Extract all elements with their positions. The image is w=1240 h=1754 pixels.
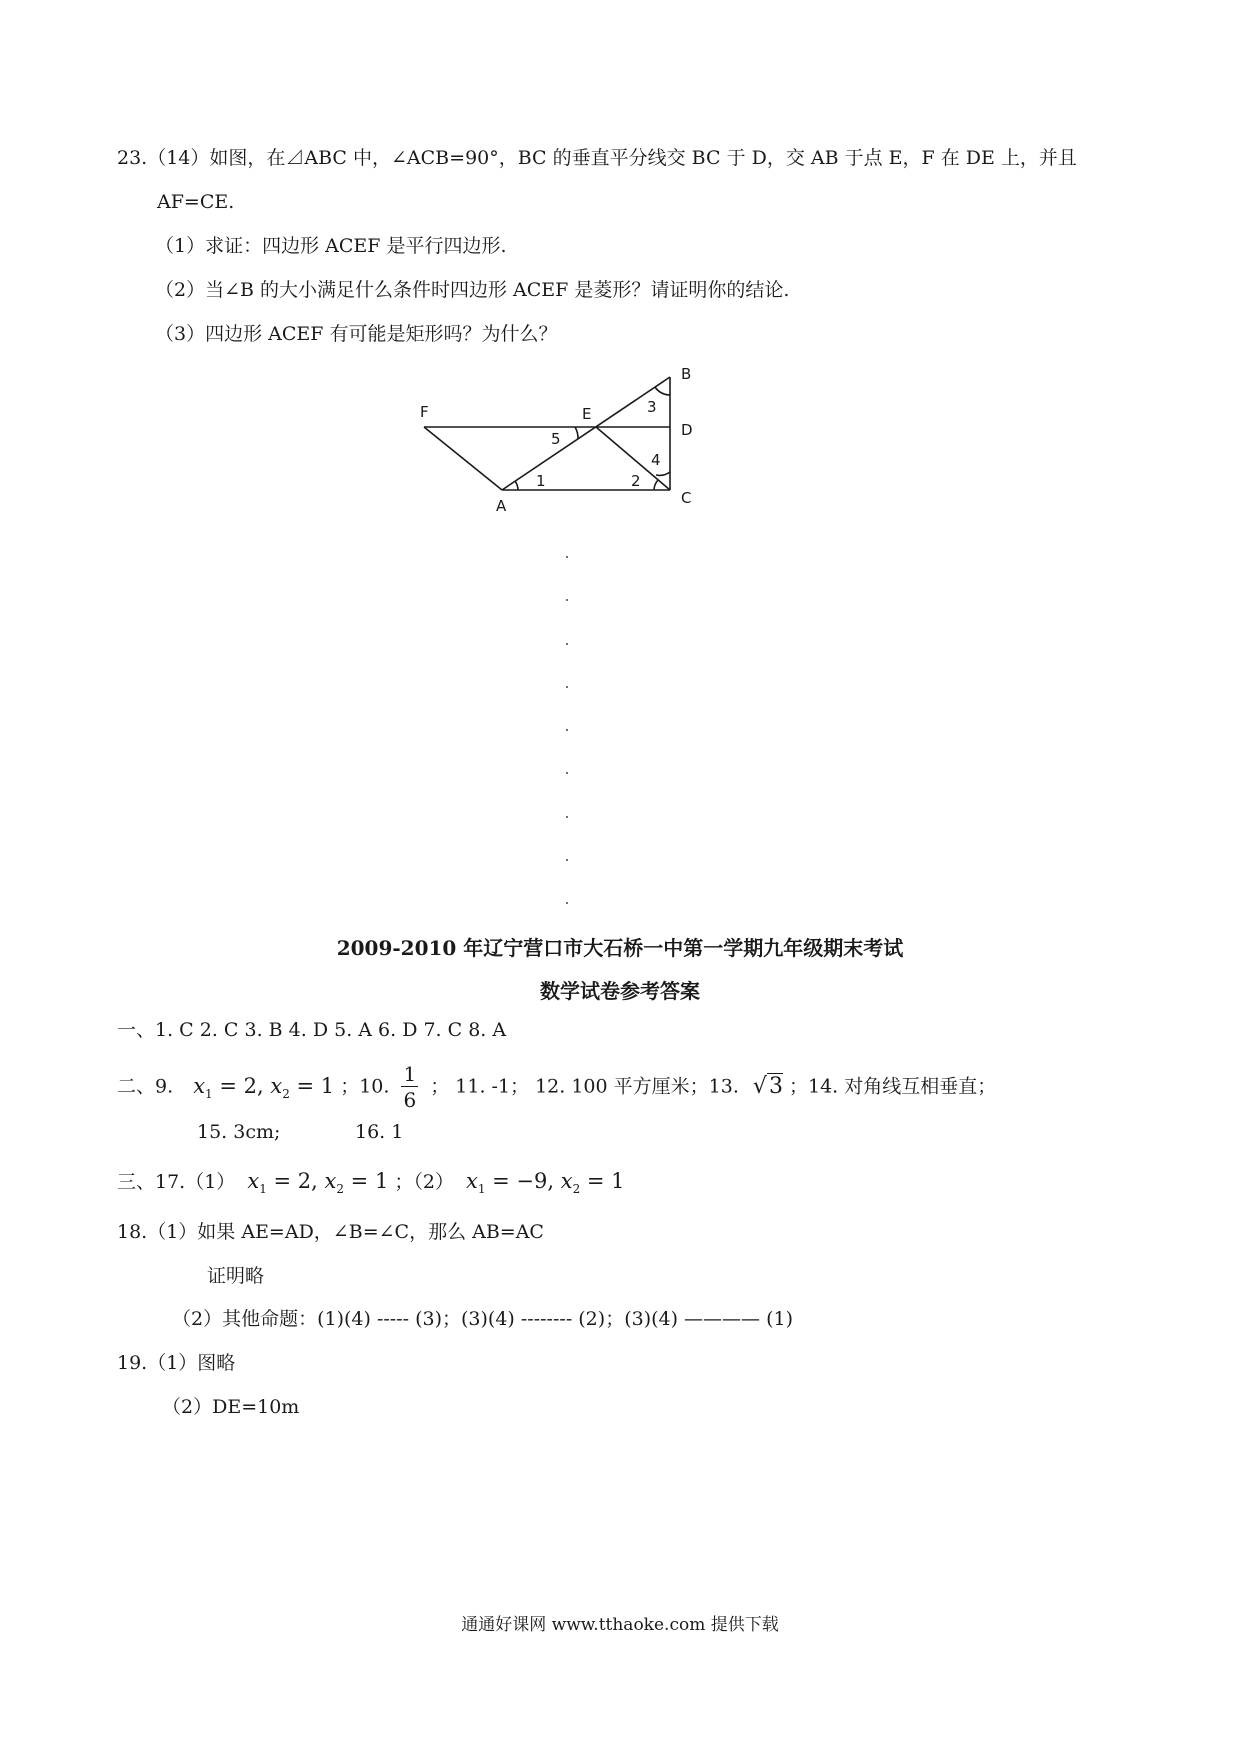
segment-fa — [424, 427, 502, 490]
answers-section-2-line1 — [117, 1062, 997, 1112]
answers-section-3 — [117, 1166, 625, 1196]
s3-middle: ；（2） — [394, 1171, 454, 1193]
label-b: B — [681, 365, 692, 383]
question-23-line1: 23.（14）如图，在⊿ABC 中，∠ACB=90°，BC 的垂直平分线交 BC 于 D，交 AB 于点 E，F 在 DE 上，并且 — [117, 147, 1077, 169]
angle-arc-4 — [656, 472, 670, 475]
answers-title: 2009-2010 年辽宁营口市大石桥一中第一学期九年级期末考试 — [336, 936, 904, 960]
angle-arc-2 — [654, 480, 658, 490]
label-e: E — [582, 405, 592, 423]
angle-arc-5 — [575, 427, 578, 439]
s2-sqrt: √3 — [752, 1073, 783, 1099]
label-f: F — [420, 403, 429, 421]
answer-19-part2: （2）DE=10m — [162, 1396, 300, 1418]
answers-section-1: 一、1. C 2. C 3. B 4. D 5. A 6. D 7. C 8. A — [117, 1019, 507, 1041]
s3-equation-1: $x_1 = 2$, $x_2 = 1$ — [247, 1169, 389, 1197]
s2-end: ；14. 对角线互相垂直； — [788, 1075, 997, 1098]
answer-18-proof: 证明略 — [207, 1265, 265, 1287]
angle-label-3: 3 — [647, 398, 657, 416]
answers-subtitle: 数学试卷参考答案 — [540, 979, 700, 1003]
question-23-part1: （1）求证：四边形 ACEF 是平行四边形. — [155, 235, 507, 257]
label-c: C — [681, 489, 692, 507]
question-23-line2: AF=CE. — [157, 191, 235, 213]
s3-equation-2: $x_1 = -9$, $x_2 = 1$ — [466, 1169, 625, 1197]
label-d: D — [681, 421, 693, 439]
angle-label-1: 1 — [536, 472, 546, 490]
answer-18-part1: 18.（1）如果 AE=AD，∠B=∠C，那么 AB=AC — [117, 1221, 544, 1243]
page-footer: 通通好课网 www.tthaoke.com 提供下载 — [461, 1615, 779, 1635]
angle-arc-1 — [515, 481, 518, 490]
s3-prefix: 三、17.（1） — [117, 1171, 236, 1193]
answer-18-part2: （2）其他命题：(1)(4) ----- (3)；(3)(4) -------- (2)；(3)(4) ———— (1) — [172, 1308, 794, 1330]
s2-fraction: $\frac{1}{6}$ — [403, 1062, 417, 1112]
s2-equation-9: $x_1 = 2$, $x_2 = 1$ — [193, 1073, 335, 1101]
s2-middle: ； 11. -1； 12. 100 平方厘米；13. — [430, 1075, 739, 1098]
angle-label-2: 2 — [631, 472, 641, 490]
segment-ab — [502, 377, 670, 490]
s2-after-9: ；10. — [340, 1075, 390, 1098]
label-a: A — [496, 497, 507, 515]
geometry-figure — [400, 355, 730, 520]
answers-section-2-line2b: 16. 1 — [355, 1121, 404, 1143]
s2-prefix: 二、9. — [117, 1075, 174, 1098]
question-23-part3: （3）四边形 ACEF 有可能是矩形吗？为什么？ — [155, 323, 558, 345]
answers-section-2-line2a: 15. 3cm; — [197, 1121, 281, 1143]
angle-arc-3 — [655, 387, 670, 395]
angle-label-4: 4 — [651, 451, 661, 469]
answer-19-part1: 19.（1）图略 — [117, 1352, 236, 1374]
question-23-part2: （2）当∠B 的大小满足什么条件时四边形 ACEF 是菱形？请证明你的结论. — [155, 279, 790, 301]
angle-label-5: 5 — [551, 430, 561, 448]
